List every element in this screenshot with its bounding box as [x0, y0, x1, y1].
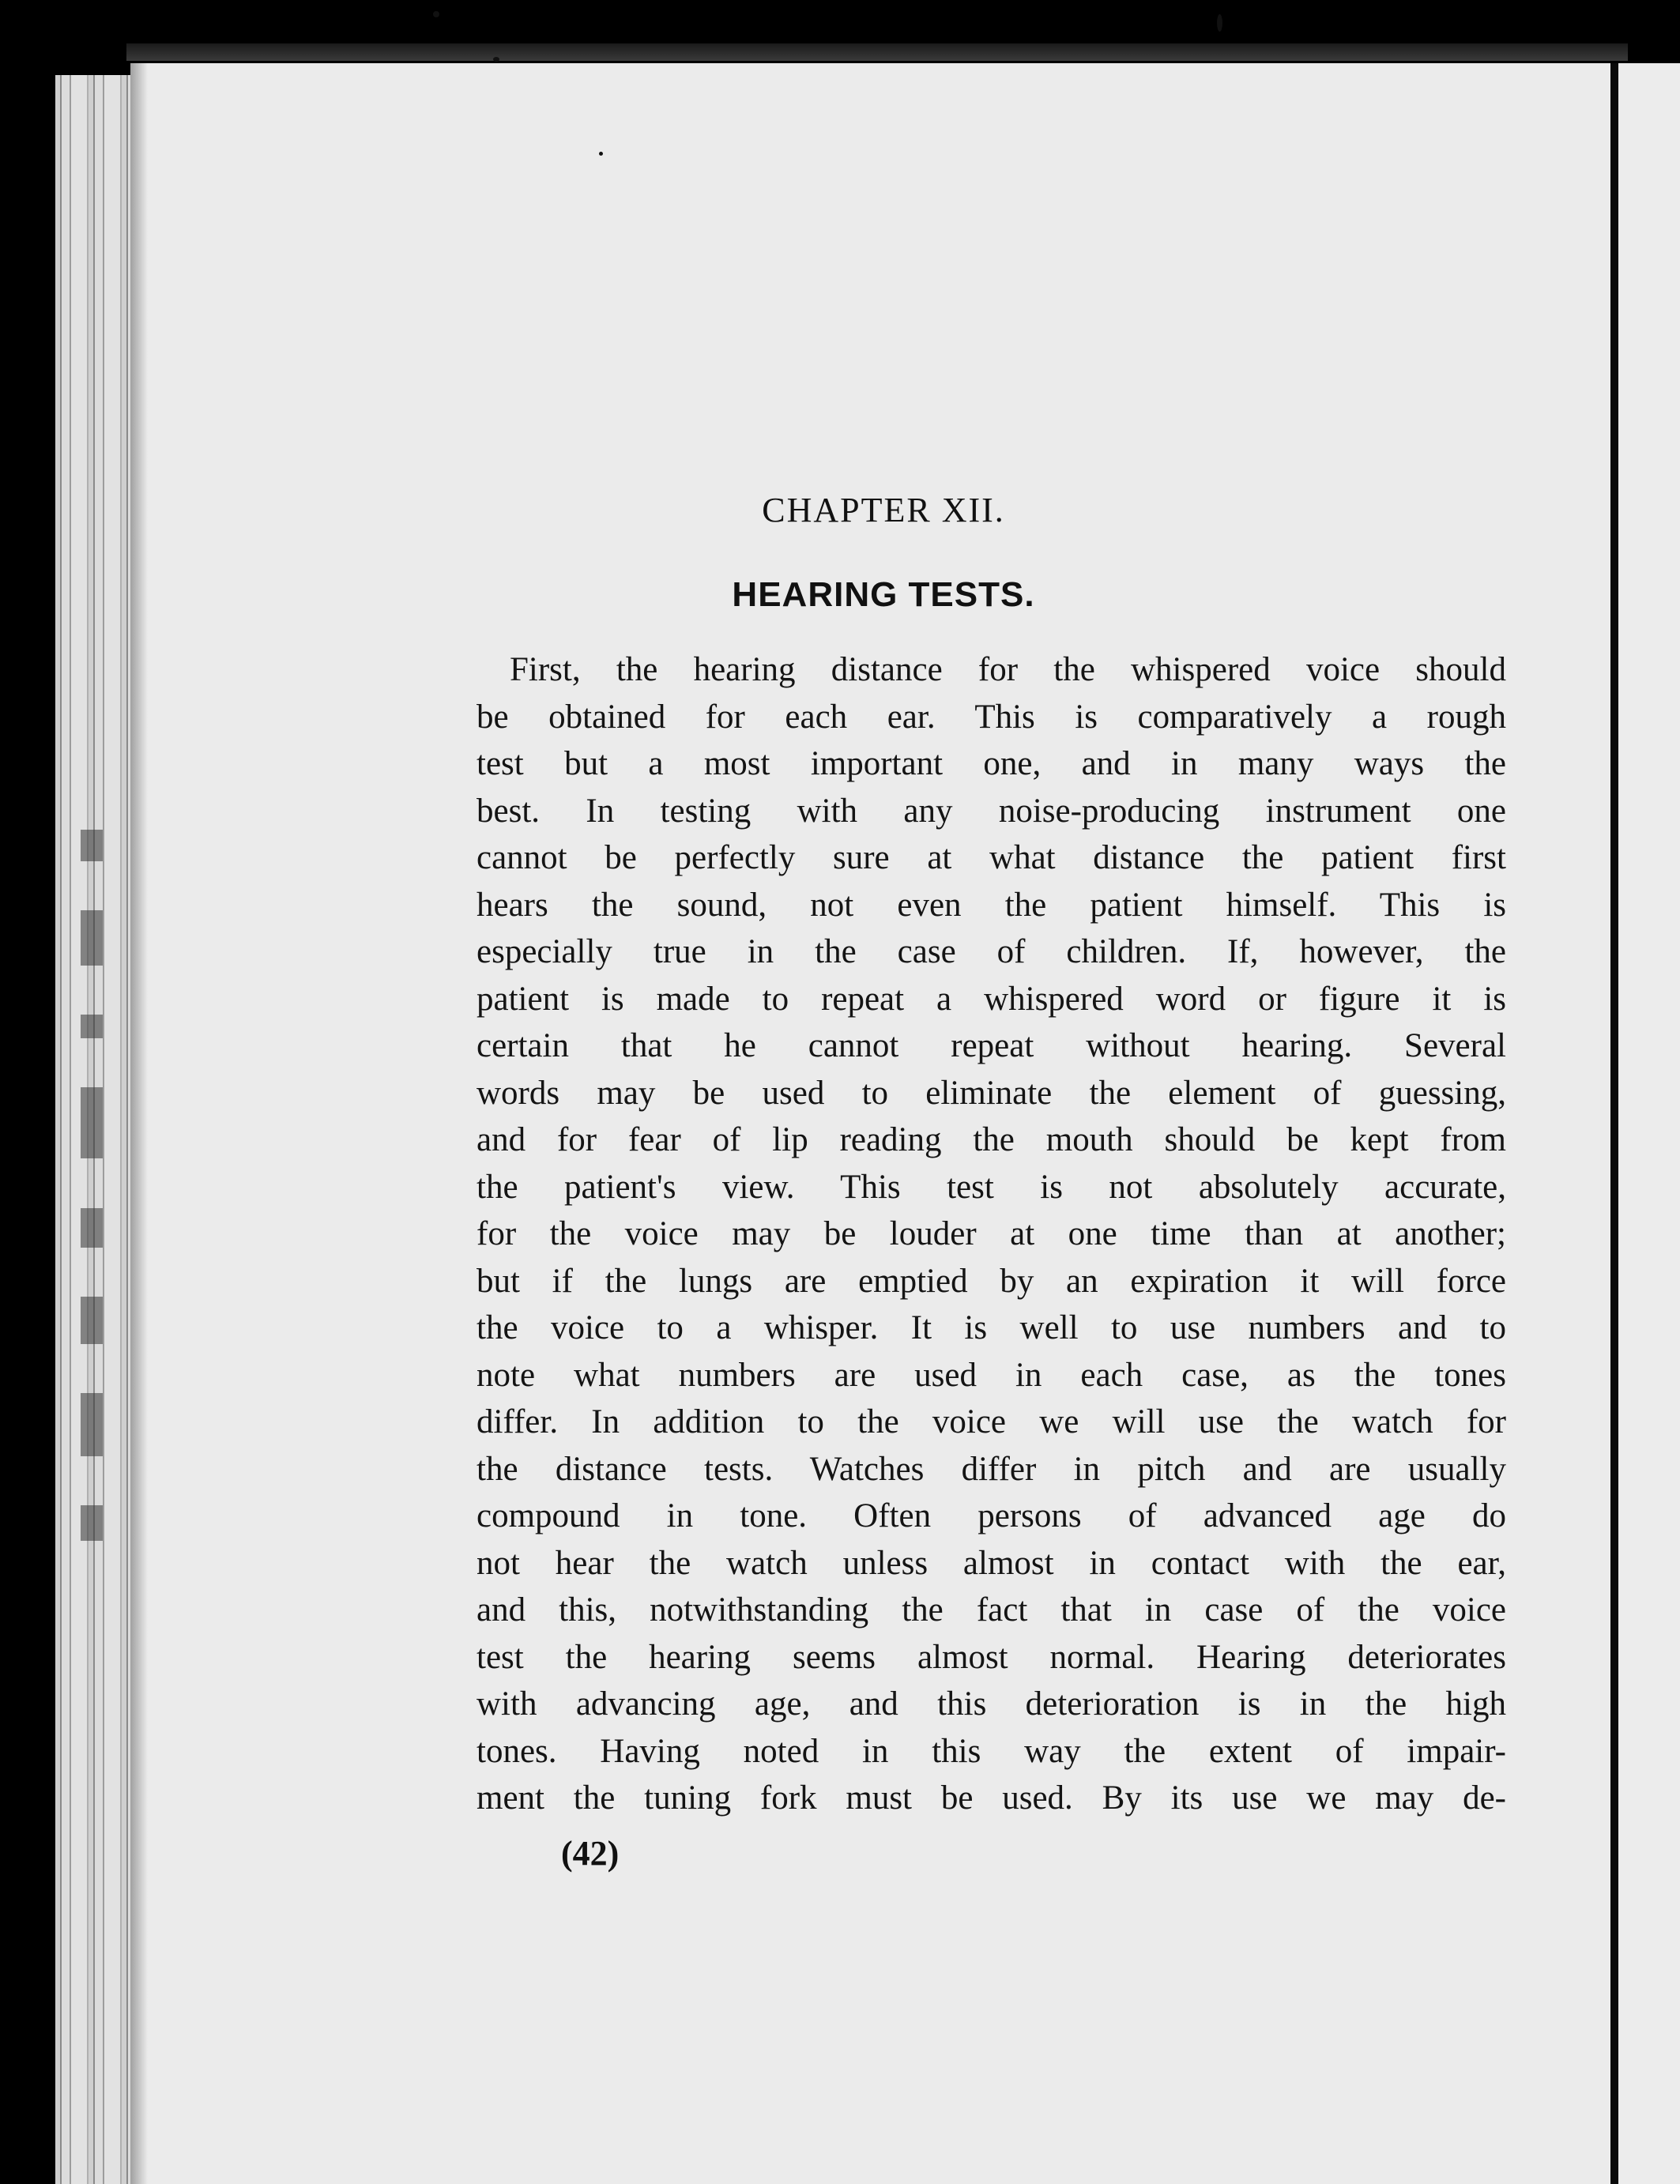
gutter-shadow: [130, 63, 148, 2184]
text-line: cannot be perfectly sure at what distance the patient first: [477, 839, 1506, 876]
library-stamp-marks: [81, 830, 103, 1541]
chapter-heading: CHAPTER XII.: [762, 491, 1005, 529]
top-edge-shadow: [126, 43, 1628, 61]
dust-speck: [433, 11, 439, 17]
dust-speck: [1217, 14, 1222, 32]
text-line: compound in tone. Often persons of advanced age do: [477, 1497, 1506, 1534]
section-heading: HEARING TESTS.: [732, 575, 1035, 614]
body-paragraph: [477, 646, 1506, 1822]
text-line: First, the hearing distance for the whispered voice should: [510, 651, 1506, 688]
text-line: the patient's view. This test is not absolutely accurate,: [477, 1168, 1506, 1206]
text-line: test the hearing seems almost normal. Hearing deteriorates: [477, 1638, 1506, 1676]
text-line: and for fear of lip reading the mouth should be kept from: [477, 1121, 1506, 1158]
text-line: patient is made to repeat a whispered word or figure it is: [477, 980, 1506, 1018]
text-line: and this, notwithstanding the fact that in case of the voice: [477, 1591, 1506, 1629]
text-line: the voice to a whisper. It is well to use numbers and to: [477, 1309, 1506, 1346]
text-line: be obtained for each ear. This is comparatively a rough: [477, 698, 1506, 736]
text-line: tones. Having noted in this way the extent of impair-: [477, 1732, 1506, 1770]
text-line: the distance tests. Watches differ in pitch and are usually: [477, 1450, 1506, 1488]
page-edge-rule: [1610, 63, 1618, 2184]
text-line: hears the sound, not even the patient himself. This is: [477, 886, 1506, 924]
text-line: words may be used to eliminate the element of guessing,: [477, 1074, 1506, 1112]
text-line: note what numbers are used in each case, as the tones: [477, 1356, 1506, 1394]
text-line: certain that he cannot repeat without hearing. Several: [477, 1027, 1506, 1064]
text-line: test but a most important one, and in many ways the: [477, 745, 1506, 782]
text-line: but if the lungs are emptied by an expiration it will force: [477, 1262, 1506, 1300]
dust-speck: [599, 152, 603, 156]
text-line: for the voice may be louder at one time than at another;: [477, 1215, 1506, 1252]
text-line: with advancing age, and this deterioration is in the high: [477, 1685, 1506, 1723]
text-line: differ. In addition to the voice we will use the watch for: [477, 1403, 1506, 1440]
text-line: ment the tuning fork must be used. By its use we may de-: [477, 1779, 1506, 1817]
facing-page-edge: [1618, 63, 1680, 2184]
text-line: not hear the watch unless almost in contact with the ear,: [477, 1544, 1506, 1582]
page-number: (42): [561, 1834, 620, 1873]
text-line: best. In testing with any noise-producing instrument one: [477, 792, 1506, 830]
text-line: especially true in the case of children. If, however, the: [477, 933, 1506, 970]
dust-speck: [493, 57, 499, 62]
